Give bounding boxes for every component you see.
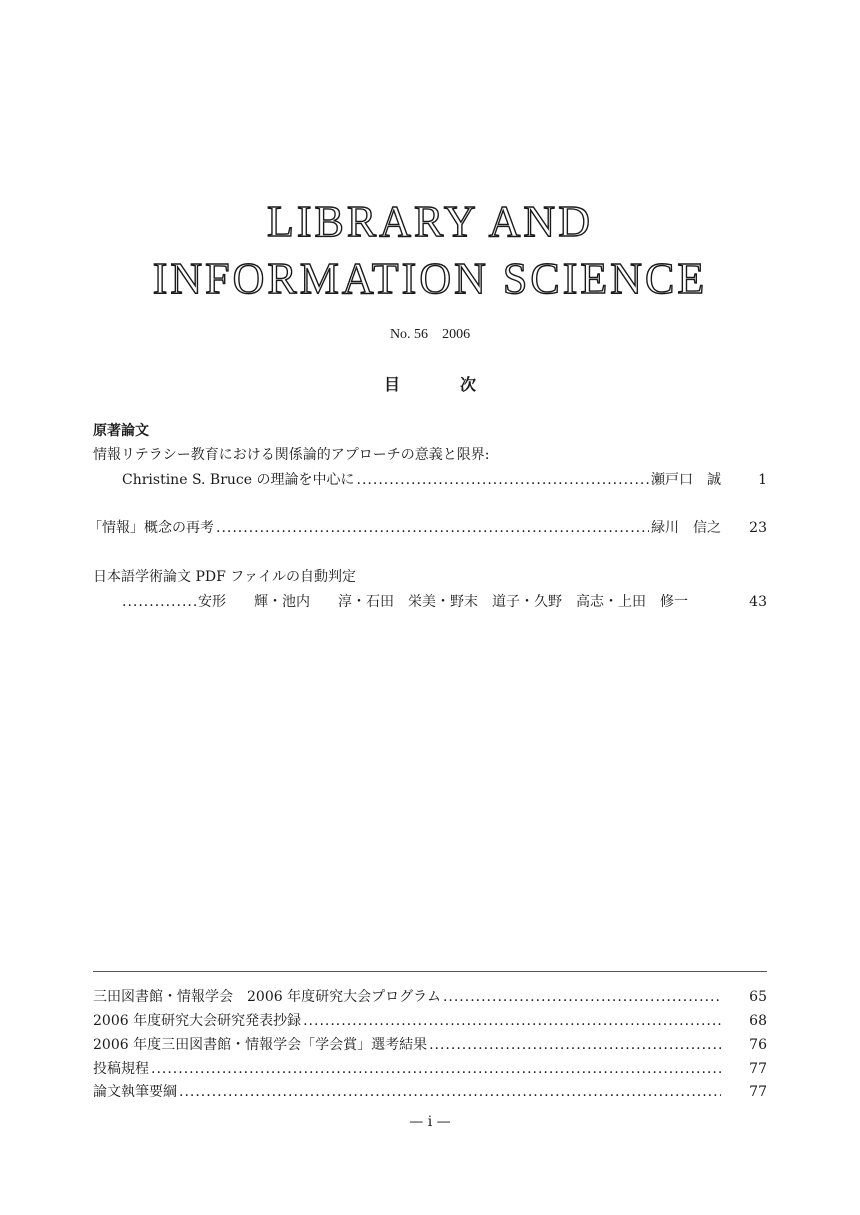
back-matter-item-2-title: 2006 年度研究大会研究発表抄録 (93, 1013, 302, 1029)
back-matter-item-4-leader (151, 1060, 721, 1078)
toc-heading-char1: 目 (383, 375, 400, 394)
toc-heading-char2: 次 (459, 375, 476, 394)
issue-line (0, 327, 860, 343)
article-3-entry[interactable] (122, 593, 767, 611)
back-matter-item-5-title: 論文執筆要綱 (93, 1084, 177, 1100)
article-1-title-line2: Christine S. Bruce の理論を中心に (122, 472, 355, 488)
back-matter-item-3-title: 2006 年度三田図書館・情報学会「学会賞」選考結果 (93, 1037, 428, 1053)
article-2-author: 緑川 信之 (651, 520, 721, 536)
issue-year: 2006 (442, 327, 471, 342)
article-2-page: 23 (749, 520, 767, 536)
back-matter-item-4-title: 投稿規程 (93, 1061, 149, 1077)
article-2-leader (216, 519, 649, 537)
article-1-title-line1: 情報リテラシー教育における関係論的アプローチの意義と限界: (93, 447, 490, 463)
back-matter-item-2-page: 68 (749, 1013, 767, 1029)
back-matter-item-4-page: 77 (749, 1061, 767, 1077)
section-label: 原著論文 (93, 423, 149, 439)
article-3-title-line1: 日本語学術論文 PDF ファイルの自動判定 (93, 569, 356, 585)
back-matter-item-2-leader (303, 1012, 721, 1030)
journal-title-line2: INFORMATION SCIENCE (152, 254, 708, 303)
article-2-title: 「情報」概念の再考 (88, 520, 214, 536)
article-3-leader (122, 593, 196, 611)
article-3-authors: 安形 輝・池内 淳・石田 栄美・野末 道子・久野 高志・上田 修一 (198, 594, 688, 610)
article-1-author: 瀬戸口 誠 (651, 472, 721, 488)
back-matter-item-1-page: 65 (749, 989, 767, 1005)
page-number: — i — (409, 1114, 451, 1130)
back-matter-item-5-page: 77 (749, 1084, 767, 1100)
back-matter-item-3-page: 76 (749, 1037, 767, 1053)
article-1-entry[interactable] (122, 471, 767, 489)
toc-heading (0, 372, 860, 395)
back-matter-item-1-title: 三田図書館・情報学会 2006 年度研究大会プログラム (93, 989, 441, 1005)
back-matter-item-1-leader (443, 988, 721, 1006)
back-matter-item-4[interactable] (93, 1060, 767, 1078)
back-matter-item-3[interactable] (93, 1036, 767, 1054)
back-matter-item-3-leader (429, 1036, 721, 1054)
back-matter-item-5-leader (179, 1083, 721, 1101)
article-1-leader (357, 471, 649, 489)
issue-number: No. 56 (389, 327, 429, 342)
article-2-entry[interactable] (88, 519, 767, 537)
article-3-page: 43 (749, 594, 767, 610)
back-matter-item-1[interactable] (93, 988, 767, 1006)
divider-rule (93, 971, 767, 972)
back-matter-item-2[interactable] (93, 1012, 767, 1030)
journal-title-line1: LIBRARY AND (267, 197, 593, 246)
article-1-page: 1 (758, 472, 767, 488)
back-matter-item-5[interactable] (93, 1083, 767, 1101)
